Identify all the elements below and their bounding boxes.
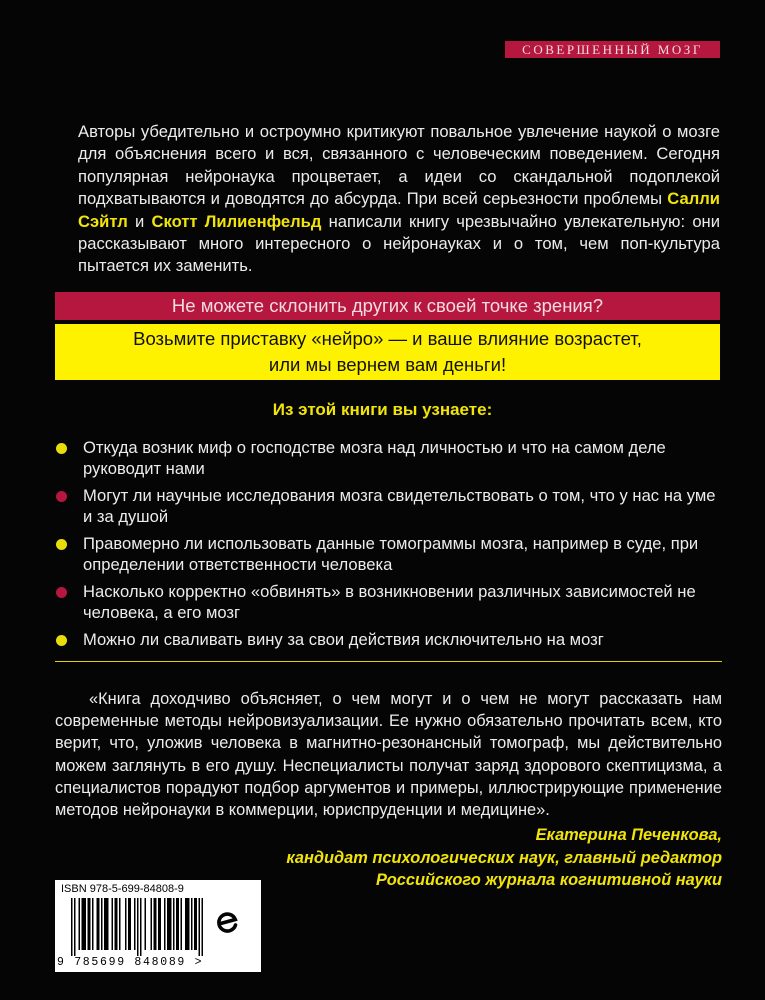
intro-and: и (127, 211, 152, 231)
author-name-1: Салли Сэйтл (78, 189, 720, 231)
intro-text-2: написали книгу чрезвычайно увлекательную: они рассказывают много интересного о нейронауках и о том, чем поп-культура пытается их заменить. (78, 211, 720, 276)
barcode-digits: 9 785699 848089 > (57, 956, 204, 969)
review-quote: «Книга доходчиво объясняет, о чем могут и о чем не могут рассказать нам современные методы нейровизуализации. Ее нужно обязательно прочитать всем, кто верит, что, уложив человека в магнитно-резонансный томограф, мы действительно можем заглянуть в его душу. Неспециалисты получат заряд здорового скептицизма, а специалистов порадуют подбор аргументов и примеры, иллюстрирующие применение методов нейронауки в коммерции, юриспруденции и медицине». (55, 690, 722, 820)
learn-heading: Из этой книги вы узнаете: (272, 400, 493, 419)
slogan-line-3: или мы вернем вам деньги! (268, 354, 507, 375)
list-item (52, 581, 722, 623)
bullet-dot-icon (56, 539, 67, 550)
intro-paragraph (78, 121, 720, 278)
slogan-line-2: Возьмите приставку «нейро» — и ваше влияние возрастет, (133, 328, 642, 349)
list-item (52, 485, 722, 527)
isbn-label: ISBN 978-5-699-84808-9 (61, 883, 184, 895)
slogan-band-yellow (55, 324, 720, 380)
section-divider (55, 661, 722, 662)
list-item (52, 629, 722, 650)
bullet-dot-icon (56, 443, 67, 454)
series-title-band: СОВЕРШЕННЫЙ МОЗГ (505, 41, 720, 58)
list-item-text: Можно ли сваливать вину за свои действия исключительно на мозг (83, 630, 604, 649)
list-item (52, 533, 722, 575)
reviewer-role: кандидат психологических наук, главный редактор (286, 848, 722, 867)
author-name-2: Скотт Лилиенфельд (151, 211, 322, 231)
learn-list (52, 437, 722, 656)
list-item (52, 437, 722, 479)
intro-text-1: Авторы убедительно и остроумно критикуют повальное увлечение наукой о мозге для объяснения всего и вся, связанного с человеческим поведением. Сегодня популярная нейронаука процветает, а идеи со скандальной подоплекой подхватываются и доводятся до абсурда. При всей серьезности проблемы (78, 122, 720, 209)
reviewer-journal: Российского журнала когнитивной науки (376, 871, 722, 889)
bullet-dot-icon (56, 491, 67, 502)
review-attribution (286, 824, 722, 892)
list-item-text: Откуда возник миф о господстве мозга над личностью и что на самом деле руководит нами (83, 438, 666, 478)
list-item-text: Правомерно ли использовать данные томограммы мозга, например в суде, при определении ответственности человека (83, 534, 699, 574)
slogan-band-crimson: Не можете склонить других к своей точке зрения? (55, 292, 720, 320)
reviewer-name: Екатерина Печенкова, (535, 826, 722, 844)
publisher-logo-icon (210, 905, 246, 941)
bullet-dot-icon (56, 587, 67, 598)
bullet-dot-icon (56, 635, 67, 646)
list-item-text: Могут ли научные исследования мозга свидетельствовать о том, что у нас на уме и за душой (83, 486, 716, 526)
list-item-text: Насколько корректно «обвинять» в возникновении различных зависимостей не человека, а его мозг (83, 582, 696, 622)
